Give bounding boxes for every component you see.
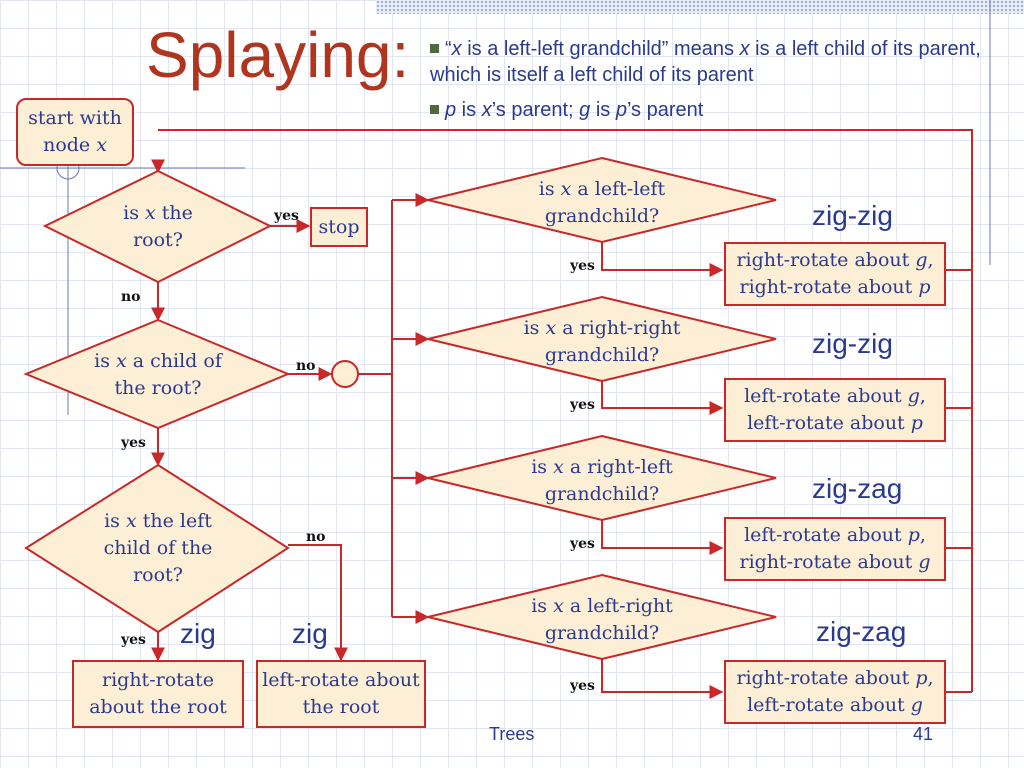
decision-right-right-text: is x a right-right grandchild? [523,317,681,366]
label-rr-yes: yes [570,397,595,413]
bullet-square-icon [430,105,439,114]
label-child-no: no [296,358,316,374]
label-root-no: no [121,289,141,305]
decision-left-left-text: is x a left-left grandchild? [538,178,666,227]
label-child-yes: yes [121,435,146,451]
zig-zig-ll-action: right-rotate about g, right-rotate about p [724,242,946,306]
zig-zag-rl-action: left-rotate about p, right-rotate about g [724,517,946,581]
start-node: start with node x [16,98,134,166]
case-name-zig-zig-2: zig-zig [812,328,893,359]
label-rl-yes: yes [570,536,595,552]
left-rotate-root-box: left-rotate about the root [256,660,426,728]
decision-right-left-text: is x a right-left grandchild? [531,456,673,505]
edge-case-returns [946,270,972,692]
label-ll-yes: yes [570,258,595,274]
label-left-yes: yes [121,632,146,648]
bullet-left-left-definition: “x is a left-left grandchild” means x is a left child of its parent, which is itself a left child of its parent [430,38,981,86]
case-name-zig-zag-2: zig-zag [816,616,907,647]
label-left-no: no [306,529,326,545]
stop-node: stop [310,207,368,247]
zig-zag-lr-action: right-rotate about p, left-rotate about g [724,660,946,724]
decision-is-child-text: is x a child of the root? [94,350,222,399]
slide-title: Splaying: [146,19,410,91]
label-root-yes: yes [274,208,299,224]
case-name-zig-right: zig [292,618,328,649]
decision-left-right-text: is x a left-right grandchild? [531,595,673,644]
footer-text: Trees [489,724,535,744]
case-name-zig-zag-1: zig-zag [812,473,903,504]
decision-is-left-child-text: is x the left child of the root? [103,510,213,586]
zig-zig-rr-action: left-rotate about g, left-rotate about p [724,378,946,442]
case-name-zig-left: zig [180,618,216,649]
bullet-square-icon [430,44,439,53]
right-rotate-root-box: right-rotate about the root [72,660,244,728]
page-number: 41 [913,724,934,744]
decision-is-root-text: is x the root? [123,202,193,251]
bullet-parent-definition: p is x’s parent; g is p’s parent [430,97,703,123]
junction-node [332,361,358,387]
case-name-zig-zig-1: zig-zig [812,200,893,231]
label-lr-yes: yes [570,678,595,694]
